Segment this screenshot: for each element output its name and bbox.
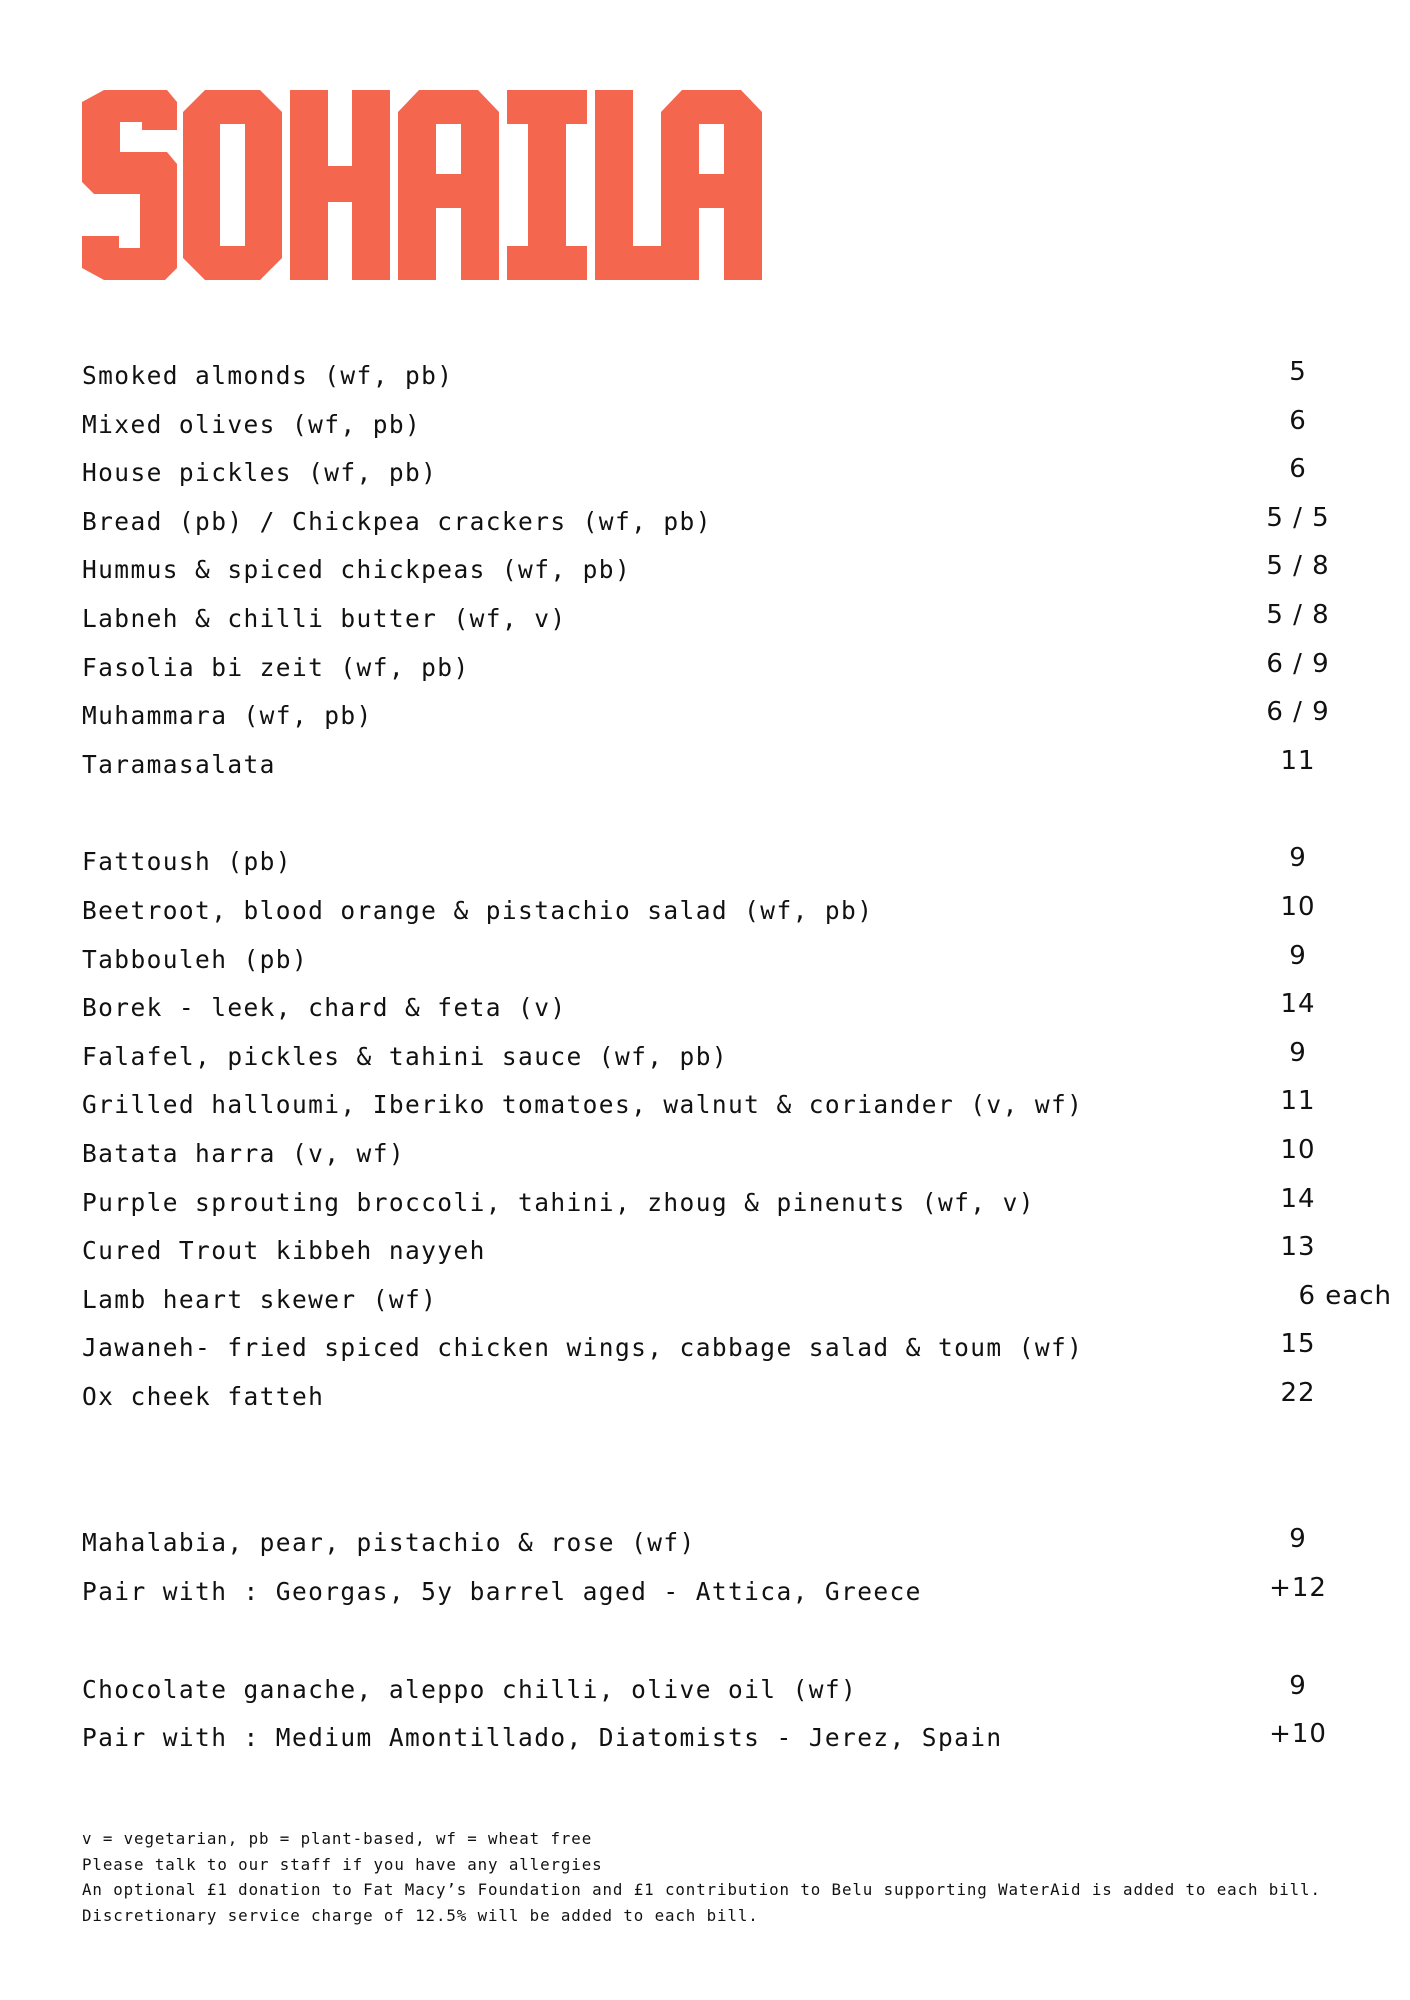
item-price: 14 <box>1280 1183 1316 1214</box>
item-name: Pair with : Medium Amontillado, Diatomists - Jerez, Spain <box>82 1723 1003 1753</box>
item-price: 22 <box>1280 1377 1316 1408</box>
menu-item <box>82 936 1382 985</box>
item-name: Batata harra (v, wf) <box>82 1138 406 1168</box>
item-price: 9 <box>1289 1037 1307 1068</box>
item-price: 6 each <box>1298 1280 1392 1311</box>
item-price: 6 <box>1289 405 1307 436</box>
menu-item <box>82 1276 1392 1325</box>
item-name: Chocolate ganache, aleppo chilli, olive oil (wf) <box>82 1674 858 1704</box>
menu-item <box>82 1081 1382 1130</box>
menu-item <box>82 984 1382 1033</box>
item-price: 5 / 8 <box>1266 551 1330 582</box>
dietary-legend: v = vegetarian, pb = plant-based, wf = wheat free <box>82 1829 593 1848</box>
menu-item <box>82 1373 1382 1422</box>
item-name: Mahalabia, pear, pistachio & rose (wf) <box>82 1528 696 1558</box>
menu-item <box>82 887 1382 936</box>
item-name: Cured Trout kibbeh nayyeh <box>82 1236 486 1266</box>
menu-item <box>82 1130 1382 1179</box>
item-price: 6 <box>1289 454 1307 485</box>
menu-item <box>82 498 1382 547</box>
item-name: Tabbouleh (pb) <box>82 944 309 974</box>
menu-item-pairing <box>82 1714 1382 1763</box>
menu-item <box>82 741 1382 790</box>
donation-note: An optional £1 donation to Fat Macy’s Foundation and £1 contribution to Belu supporting WaterAid is added to each bill. <box>82 1880 1321 1899</box>
item-price: 6 / 9 <box>1266 697 1330 728</box>
menu-item <box>82 1324 1382 1373</box>
item-price: 13 <box>1280 1232 1316 1263</box>
item-name: Taramasalata <box>82 749 276 779</box>
item-name: Hummus & spiced chickpeas (wf, pb) <box>82 555 632 585</box>
item-name: Grilled halloumi, Iberiko tomatoes, walnut & coriander (v, wf) <box>82 1090 1084 1120</box>
item-name: Fattoush (pb) <box>82 847 292 877</box>
item-price: 14 <box>1280 989 1316 1020</box>
item-name: Mixed olives (wf, pb) <box>82 409 422 439</box>
menu-item <box>82 1033 1382 1082</box>
menu <box>82 352 1392 1763</box>
menu-item <box>82 644 1382 693</box>
menu-item <box>82 546 1382 595</box>
item-price: 15 <box>1280 1329 1316 1360</box>
item-price: 11 <box>1280 745 1316 776</box>
item-price: 5 / 8 <box>1266 599 1330 630</box>
menu-item <box>82 401 1382 450</box>
item-price: 10 <box>1280 1134 1316 1165</box>
menu-item <box>82 449 1382 498</box>
item-price: +12 <box>1269 1573 1327 1604</box>
item-price: 9 <box>1289 843 1307 874</box>
service-charge-note: Discretionary service charge of 12.5% will be added to each bill. <box>82 1905 759 1925</box>
item-price: 5 <box>1289 357 1307 387</box>
item-name: Purple sprouting broccoli, tahini, zhoug & pinenuts (wf, v) <box>82 1187 1035 1217</box>
menu-item <box>82 352 1382 401</box>
item-price: +10 <box>1269 1719 1327 1750</box>
menu-section-dessert-2 <box>82 1666 1382 1763</box>
menu-item <box>82 838 1382 887</box>
menu-section-dessert-1 <box>82 1519 1382 1616</box>
menu-item <box>82 1227 1382 1276</box>
menu-section-mains <box>82 838 1392 1421</box>
item-name: Borek - leek, chard & feta (v) <box>82 993 567 1023</box>
item-name: Jawaneh- fried spiced chicken wings, cabbage salad & toum (wf) <box>82 1333 1084 1363</box>
item-name: Falafel, pickles & tahini sauce (wf, pb) <box>82 1041 729 1071</box>
item-price: 9 <box>1289 940 1307 971</box>
menu-footer <box>82 1826 1382 1928</box>
restaurant-logo <box>82 90 762 280</box>
menu-section-small-plates <box>82 352 1382 789</box>
allergy-note: Please talk to our staff if you have any allergies <box>82 1854 603 1874</box>
menu-item-pairing <box>82 1568 1382 1617</box>
item-name: House pickles (wf, pb) <box>82 458 438 488</box>
item-name: Fasolia bi zeit (wf, pb) <box>82 652 470 682</box>
item-name: Smoked almonds (wf, pb) <box>82 361 454 390</box>
item-price: 11 <box>1280 1086 1316 1117</box>
item-price: 6 / 9 <box>1266 648 1330 679</box>
menu-item <box>82 1666 1382 1715</box>
item-price: 5 / 5 <box>1266 502 1330 533</box>
item-name: Lamb heart skewer (wf) <box>82 1284 438 1314</box>
item-name: Beetroot, blood orange & pistachio salad (wf, pb) <box>82 895 874 925</box>
item-name: Ox cheek fatteh <box>82 1381 325 1411</box>
menu-item <box>82 1179 1382 1228</box>
item-name: Pair with : Georgas, 5y barrel aged - Attica, Greece <box>82 1577 922 1607</box>
item-price: 9 <box>1289 1524 1307 1555</box>
item-price: 10 <box>1280 891 1316 922</box>
item-name: Muhammara (wf, pb) <box>82 701 373 731</box>
item-name: Bread (pb) / Chickpea crackers (wf, pb) <box>82 506 712 536</box>
item-price: 9 <box>1289 1670 1307 1701</box>
item-name: Labneh & chilli butter (wf, v) <box>82 603 567 633</box>
logo-wordmark <box>82 90 762 280</box>
menu-item <box>82 692 1382 741</box>
menu-item <box>82 595 1382 644</box>
menu-item <box>82 1519 1382 1568</box>
